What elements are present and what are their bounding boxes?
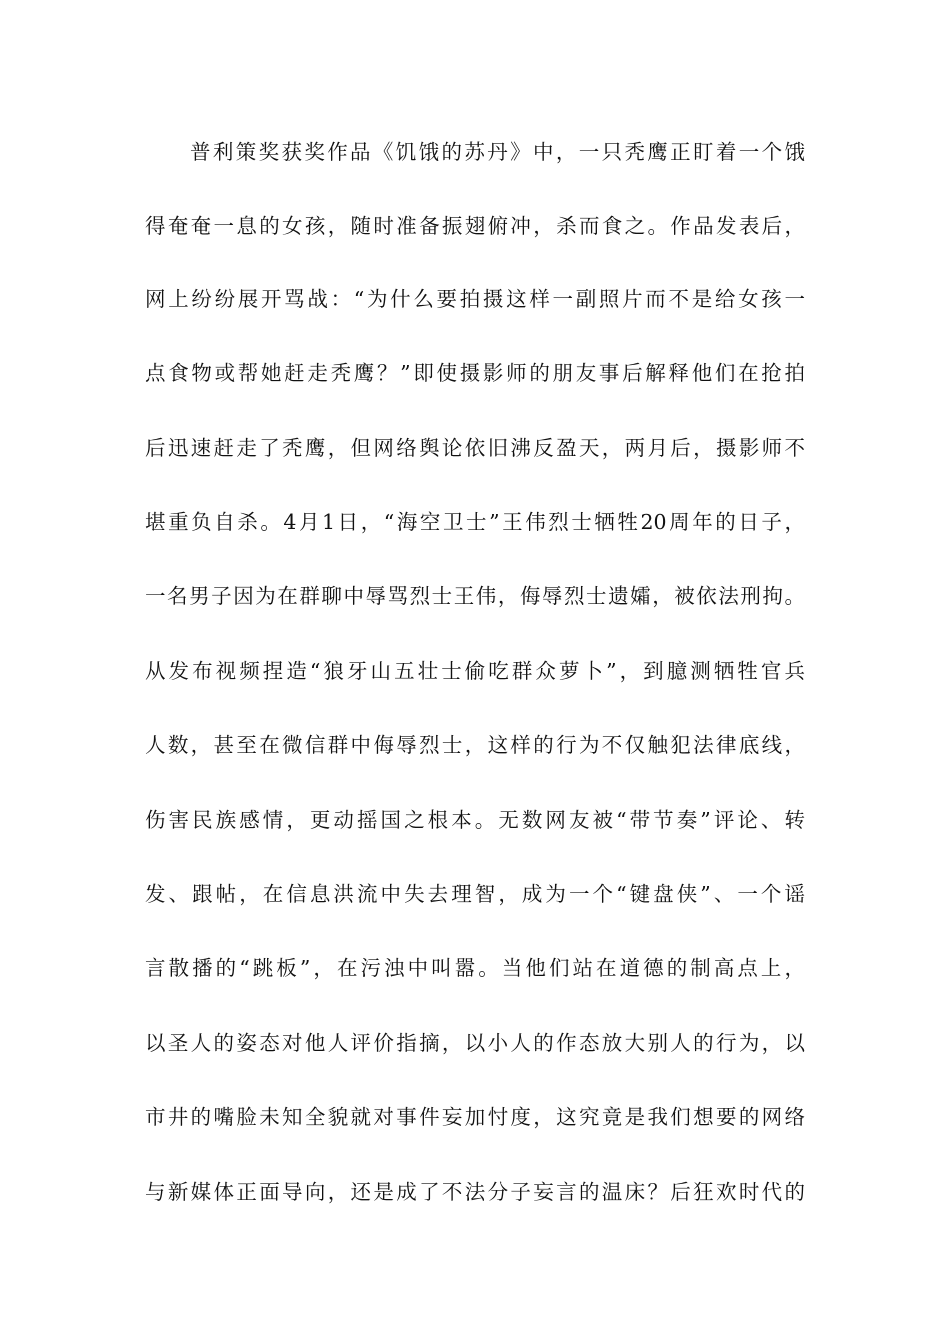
- paragraph-line-15: 与新媒体正面导向，还是成了不法分子妄言的温床？后狂欢时代的: [145, 1180, 805, 1204]
- paragraph-line-3: 网上纷纷展开骂战：“为什么要拍摄这样一副照片而不是给女孩一: [145, 287, 805, 311]
- paragraph-line-2: 得奄奄一息的女孩，随时准备振翅俯冲，杀而食之。作品发表后，: [145, 214, 805, 238]
- paragraph-line-1: 普利策奖获奖作品《饥饿的苏丹》中，一只秃鹰正盯着一个饿: [190, 140, 805, 164]
- paragraph-line-12: 言散播的“跳板”，在污浊中叫嚣。当他们站在道德的制高点上，: [145, 956, 805, 980]
- paragraph-line-7: 一名男子因为在群聊中辱骂烈士王伟，侮辱烈士遗孀，被依法刑拘。: [145, 584, 805, 608]
- paragraph-line-5: 后迅速赶走了秃鹰，但网络舆论依旧沸反盈天，两月后，摄影师不: [145, 436, 805, 460]
- paragraph-line-13: 以圣人的姿态对他人评价指摘，以小人的作态放大别人的行为，以: [145, 1031, 805, 1055]
- paragraph-line-8: 从发布视频捏造“狼牙山五壮士偷吃群众萝卜”，到臆测牺牲官兵: [145, 659, 805, 683]
- paragraph-line-11: 发、跟帖，在信息洪流中失去理智，成为一个“键盘侠”、一个谣: [145, 882, 805, 906]
- paragraph-line-14: 市井的嘴脸未知全貌就对事件妄加忖度，这究竟是我们想要的网络: [145, 1105, 805, 1129]
- paragraph-line-6: 堪重负自杀。4月1日，“海空卫士”王伟烈士牺牲20周年的日子，: [145, 510, 805, 534]
- paragraph-line-4: 点食物或帮她赶走秃鹰？”即使摄影师的朋友事后解释他们在抢拍: [145, 361, 805, 385]
- paragraph-line-10: 伤害民族感情，更动摇国之根本。无数网友被“带节奏”评论、转: [145, 808, 805, 832]
- paragraph-line-9: 人数，甚至在微信群中侮辱烈士，这样的行为不仅触犯法律底线，: [145, 733, 805, 757]
